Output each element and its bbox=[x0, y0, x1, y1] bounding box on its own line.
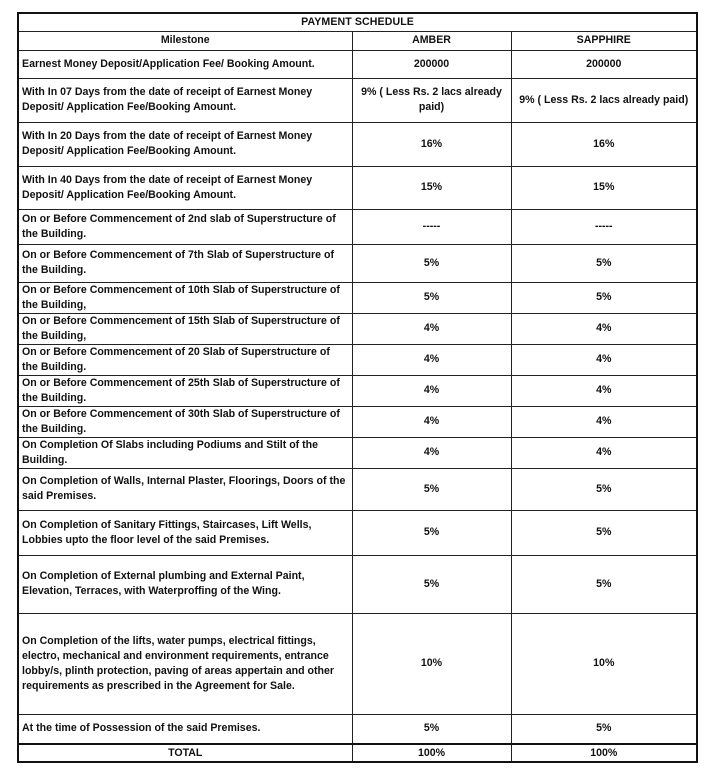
sapphire-cell: 5% bbox=[511, 714, 697, 744]
table-row bbox=[18, 468, 697, 510]
sapphire-cell: 200000 bbox=[511, 50, 697, 78]
milestone-cell: On Completion of Sanitary Fittings, Staircases, Lift Wells, Lobbies upto the floor level of the said Premises. bbox=[18, 510, 352, 555]
milestone-cell: With In 07 Days from the date of receipt of Earnest Money Deposit/ Application Fee/Booking Amount. bbox=[18, 78, 352, 122]
title-row bbox=[18, 13, 697, 31]
table-row bbox=[18, 313, 697, 344]
sapphire-cell: 15% bbox=[511, 166, 697, 209]
payment-schedule-table bbox=[17, 12, 698, 763]
table-row bbox=[18, 555, 697, 613]
amber-cell: 15% bbox=[352, 166, 511, 209]
milestone-cell: On or Before Commencement of 25th Slab of Superstructure of the Building. bbox=[18, 375, 352, 406]
amber-cell: 4% bbox=[352, 313, 511, 344]
table-row bbox=[18, 50, 697, 78]
amber-cell: 5% bbox=[352, 282, 511, 313]
table-row bbox=[18, 375, 697, 406]
milestone-cell: Earnest Money Deposit/Application Fee/ Booking Amount. bbox=[18, 50, 352, 78]
table-title: PAYMENT SCHEDULE bbox=[18, 13, 697, 31]
table-row bbox=[18, 406, 697, 437]
sapphire-cell: ----- bbox=[511, 209, 697, 244]
header-row bbox=[18, 31, 697, 50]
total-amber: 100% bbox=[352, 744, 511, 762]
milestone-cell: On Completion of Walls, Internal Plaster, Floorings, Doors of the said Premises. bbox=[18, 468, 352, 510]
table-row bbox=[18, 209, 697, 244]
milestone-cell: On or Before Commencement of 30th Slab of Superstructure of the Building. bbox=[18, 406, 352, 437]
amber-cell: 5% bbox=[352, 468, 511, 510]
milestone-cell: On or Before Commencement of 15th Slab of Superstructure of the Building, bbox=[18, 313, 352, 344]
table-row bbox=[18, 437, 697, 468]
sapphire-cell: 5% bbox=[511, 244, 697, 282]
table-row bbox=[18, 510, 697, 555]
milestone-cell: On or Before Commencement of 2nd slab of Superstructure of the Building. bbox=[18, 209, 352, 244]
table-row bbox=[18, 344, 697, 375]
sapphire-cell: 10% bbox=[511, 613, 697, 714]
amber-cell: 10% bbox=[352, 613, 511, 714]
column-header-sapphire: SAPPHIRE bbox=[511, 31, 697, 50]
sapphire-cell: 5% bbox=[511, 282, 697, 313]
milestone-cell: On or Before Commencement of 7th Slab of Superstructure of the Building. bbox=[18, 244, 352, 282]
table-row bbox=[18, 166, 697, 209]
milestone-cell: On Completion of External plumbing and External Paint, Elevation, Terraces, with Waterproffing of the Wing. bbox=[18, 555, 352, 613]
table-row bbox=[18, 244, 697, 282]
amber-cell: 4% bbox=[352, 344, 511, 375]
table-row bbox=[18, 78, 697, 122]
amber-cell: 5% bbox=[352, 555, 511, 613]
column-header-amber: AMBER bbox=[352, 31, 511, 50]
sapphire-cell: 5% bbox=[511, 510, 697, 555]
table-row bbox=[18, 613, 697, 714]
total-sapphire: 100% bbox=[511, 744, 697, 762]
table-row bbox=[18, 282, 697, 313]
sapphire-cell: 16% bbox=[511, 122, 697, 166]
amber-cell: 4% bbox=[352, 437, 511, 468]
table-row bbox=[18, 714, 697, 744]
milestone-cell: On or Before Commencement of 20 Slab of Superstructure of the Building. bbox=[18, 344, 352, 375]
milestone-cell: On Completion of the lifts, water pumps, electrical fittings, electro, mechanical and environment requirements, entrance lobby/s, plinth protection, paving of areas appertain and other requirements as prescribed in the Agreement for Sale. bbox=[18, 613, 352, 714]
milestone-cell: On or Before Commencement of 10th Slab of Superstructure of the Building, bbox=[18, 282, 352, 313]
table-row bbox=[18, 122, 697, 166]
amber-cell: 4% bbox=[352, 406, 511, 437]
amber-cell: 5% bbox=[352, 510, 511, 555]
total-label: TOTAL bbox=[18, 744, 352, 762]
milestone-cell: At the time of Possession of the said Premises. bbox=[18, 714, 352, 744]
sapphire-cell: 4% bbox=[511, 313, 697, 344]
amber-cell: ----- bbox=[352, 209, 511, 244]
amber-cell: 9% ( Less Rs. 2 lacs already paid) bbox=[352, 78, 511, 122]
sapphire-cell: 4% bbox=[511, 375, 697, 406]
column-header-milestone: Milestone bbox=[18, 31, 352, 50]
sapphire-cell: 5% bbox=[511, 555, 697, 613]
amber-cell: 5% bbox=[352, 244, 511, 282]
milestone-cell: On Completion Of Slabs including Podiums and Stilt of the Building. bbox=[18, 437, 352, 468]
amber-cell: 16% bbox=[352, 122, 511, 166]
amber-cell: 5% bbox=[352, 714, 511, 744]
sapphire-cell: 4% bbox=[511, 406, 697, 437]
sapphire-cell: 5% bbox=[511, 468, 697, 510]
amber-cell: 200000 bbox=[352, 50, 511, 78]
total-row bbox=[18, 744, 697, 762]
sapphire-cell: 9% ( Less Rs. 2 lacs already paid) bbox=[511, 78, 697, 122]
sapphire-cell: 4% bbox=[511, 437, 697, 468]
milestone-cell: With In 20 Days from the date of receipt of Earnest Money Deposit/ Application Fee/Booking Amount. bbox=[18, 122, 352, 166]
amber-cell: 4% bbox=[352, 375, 511, 406]
sapphire-cell: 4% bbox=[511, 344, 697, 375]
milestone-cell: With In 40 Days from the date of receipt of Earnest Money Deposit/ Application Fee/Booking Amount. bbox=[18, 166, 352, 209]
